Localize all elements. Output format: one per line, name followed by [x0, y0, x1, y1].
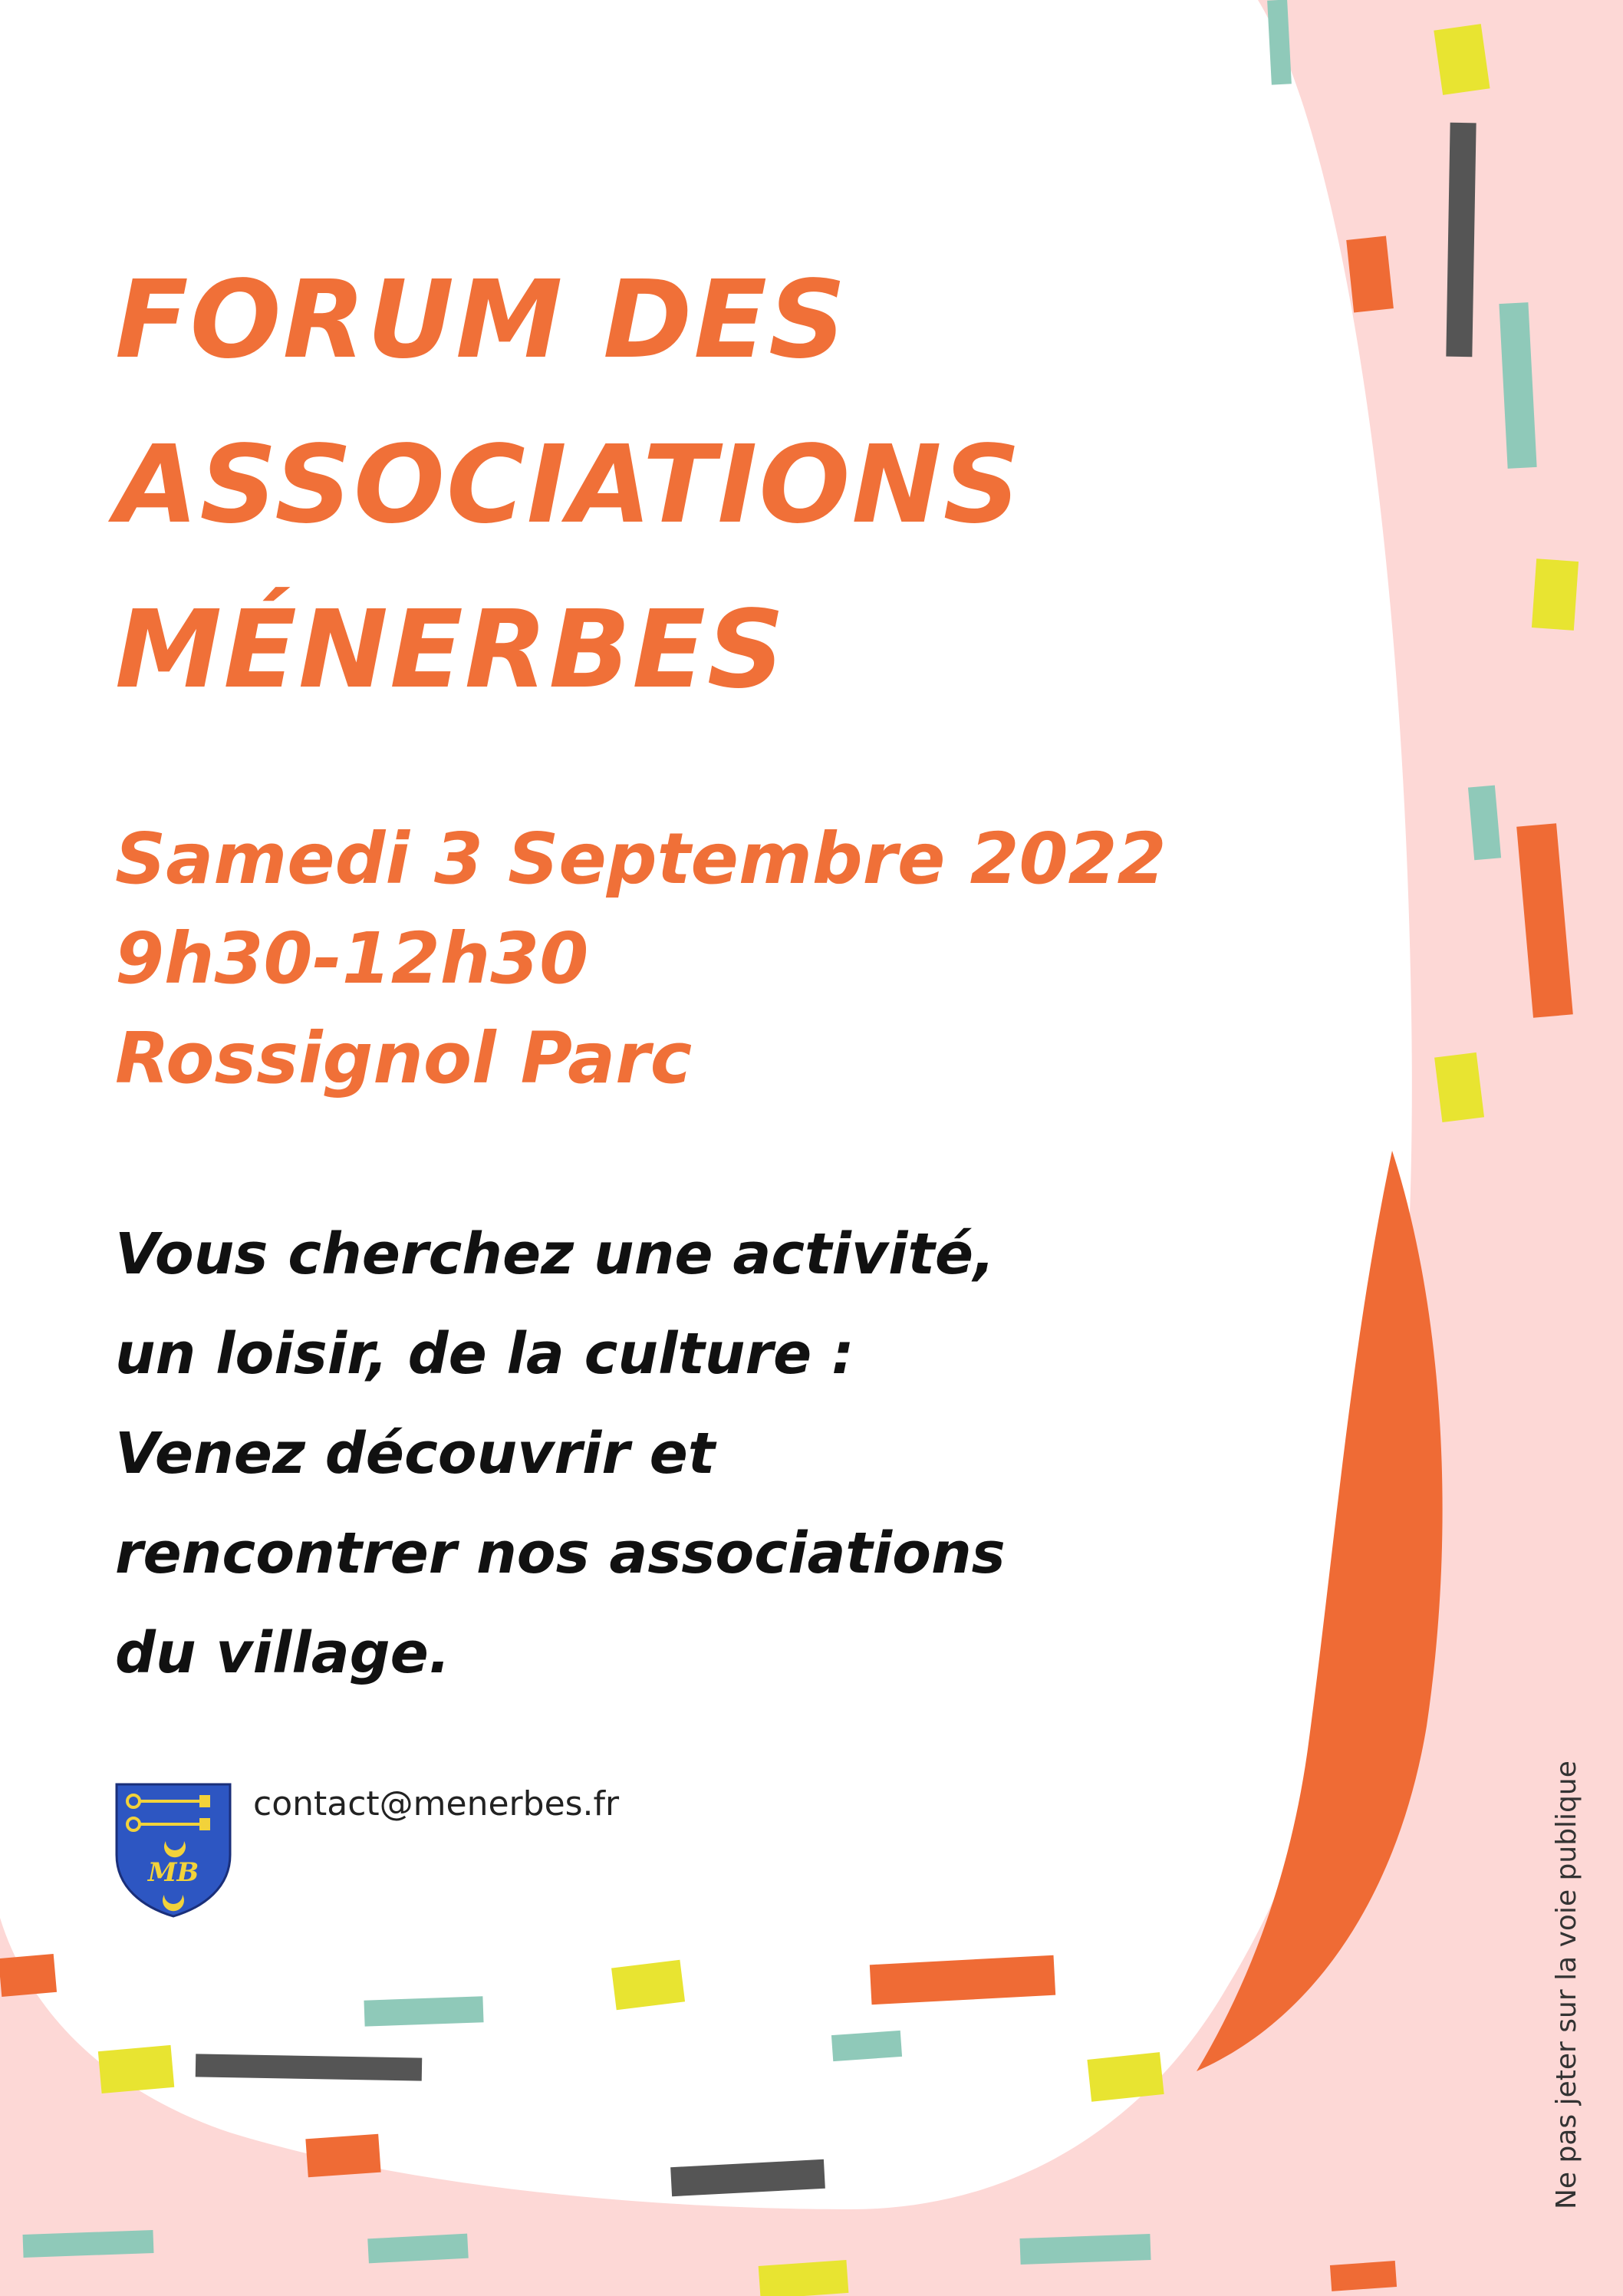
event-date: Samedi 3 Septembre 2022 — [115, 818, 1167, 900]
description-line: rencontrer nos associations — [115, 1520, 1006, 1586]
confetti-piece — [1434, 1052, 1484, 1122]
confetti-piece — [364, 1996, 483, 2026]
description-line: un loisir, de la culture : — [115, 1321, 854, 1387]
description-line: du village. — [115, 1620, 450, 1686]
poster-title — [115, 238, 1022, 733]
confetti-piece — [759, 2260, 849, 2296]
confetti-piece — [1330, 2261, 1397, 2291]
confetti-piece — [1346, 236, 1394, 313]
event-description — [115, 1204, 1006, 1703]
confetti-piece — [611, 1960, 685, 2011]
title-line: FORUM DES — [115, 258, 848, 383]
confetti-piece — [196, 2054, 422, 2080]
side-note: Ne pas jeter sur la voie publique — [1551, 1761, 1582, 2209]
description-line: Vous cherchez une activité, — [115, 1221, 996, 1287]
contact-email: contact@menerbes.fr — [253, 1784, 620, 1823]
confetti-piece — [98, 2045, 174, 2093]
menerbes-coat-of-arms-icon — [114, 1781, 233, 1918]
confetti-piece — [23, 2230, 154, 2258]
confetti-piece — [367, 2234, 468, 2264]
event-place: Rossignol Parc — [115, 1017, 693, 1099]
confetti-piece — [1434, 24, 1490, 95]
confetti-piece — [305, 2134, 380, 2178]
title-line: MÉNERBES — [115, 588, 786, 713]
event-time: 9h30-12h30 — [115, 917, 589, 1000]
confetti-piece — [831, 2031, 902, 2061]
confetti-piece — [0, 1954, 57, 1997]
description-line: Venez découvrir et — [115, 1421, 716, 1487]
crest-letters: MB — [147, 1857, 199, 1888]
confetti-piece — [1087, 2052, 1164, 2102]
title-line: ASSOCIATIONS — [115, 423, 1022, 548]
confetti-piece — [1446, 123, 1476, 357]
confetti-piece — [1532, 558, 1579, 631]
confetti-piece — [1019, 2234, 1151, 2265]
event-details — [115, 809, 1167, 1108]
